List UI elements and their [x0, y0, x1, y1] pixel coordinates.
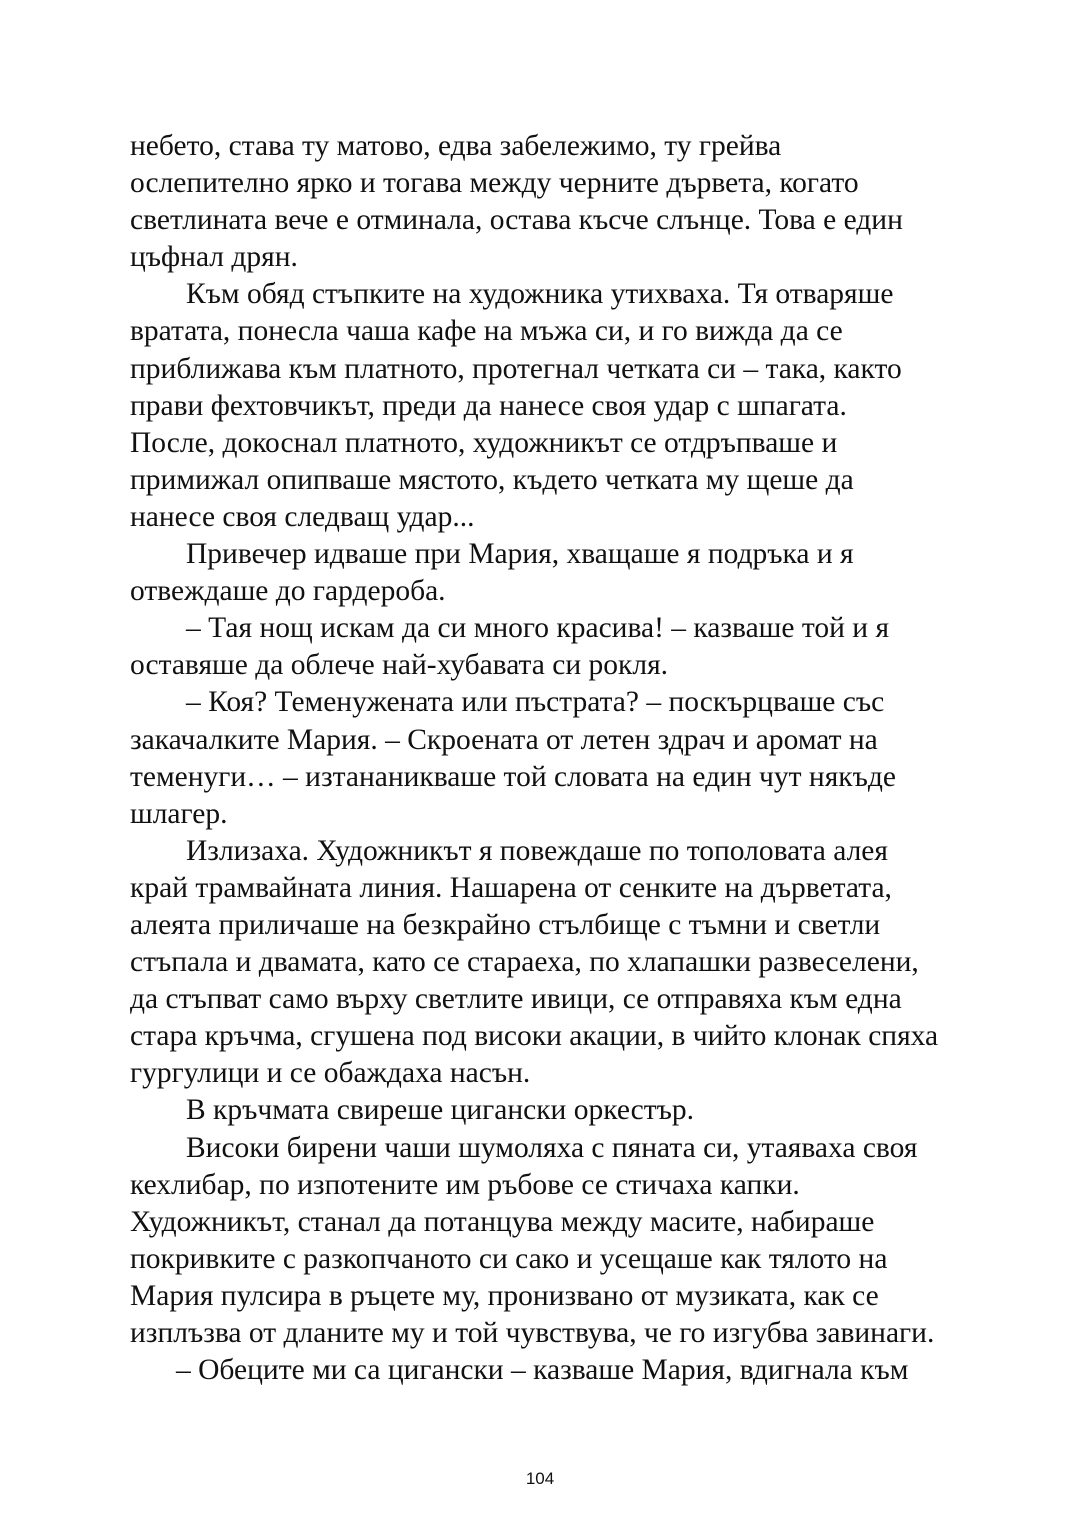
text-line: покривките с разкопчаното си сако и усещаше как тялото на	[130, 1242, 888, 1275]
text-line: цъфнал дрян.	[130, 241, 298, 274]
text-line: небето, става ту матово, едва забележимо, ту грейва	[130, 130, 782, 162]
text-line: оставяше да облече най-хубавата си рокля.	[130, 649, 669, 682]
dialogue-line: – Тая нощ искам да си много красива! – казваше той и я	[186, 612, 890, 645]
paragraph-first-line: Излизаха. Художникът я повеждаше по тополовата алея	[186, 834, 888, 867]
text-line: Мария пулсира в ръцете му, пронизвано от музиката, как се	[130, 1279, 879, 1312]
text-line: алеята приличаше на безкрайно стълбище с тъмни и светли	[130, 908, 881, 941]
text-line: стара кръчма, сгушена под високи акации, в чийто клонак спяха	[130, 1020, 939, 1053]
text-line: Художникът, станал да потанцува между масите, набираше	[130, 1205, 875, 1238]
text-line: кехлибар, по изпотените им ръбове се стичаха капки.	[130, 1168, 800, 1201]
paragraph-first-line: Високи бирени чаши шумоляха с пяната си, утаяваха своя	[186, 1131, 918, 1164]
page-number: 104	[525, 1469, 555, 1488]
text-line: ослепително ярко и тогава между черните дървета, когато	[130, 167, 859, 200]
text-line: шлагер.	[130, 797, 228, 830]
text-line: изплъзва от дланите му и той чувствува, че го изгубва завинаги.	[130, 1317, 935, 1349]
text-line: стъпала и двамата, като се стараеха, по хлапашки развеселени,	[130, 946, 919, 979]
dialogue-line: – Обеците ми са цигански – казваше Мария, вдигнала към	[176, 1354, 909, 1387]
text-line: край трамвайната линия. Нашарена от сенките на дърветата,	[130, 871, 892, 904]
text-line: да стъпват само върху светлите ивици, се отправяха към една	[130, 983, 902, 1016]
paragraph-first-line: В кръчмата свиреше цигански оркестър.	[186, 1094, 695, 1127]
body-text	[130, 128, 960, 1389]
text-line: теменуги… – изтананикваше той словата на един чут някъде	[130, 760, 896, 793]
text-line: гургулици и се обаждаха насън.	[130, 1057, 531, 1090]
paragraph-first-line: Привечер идваше при Мария, хващаше я подръка и я	[186, 538, 854, 571]
dialogue-line: – Коя? Теменужената или пъстрата? – поскърцваше със	[186, 686, 885, 719]
text-line: приближава към платното, протегнал четката си – така, както	[130, 352, 902, 385]
text-line: отвеждаше до гардероба.	[130, 575, 446, 608]
paragraph-first-line: Към обяд стъпките на художника утихваха. Тя отваряше	[186, 278, 894, 311]
text-line: После, докоснал платното, художникът се отдръпваше и	[130, 426, 838, 459]
text-line: нанесе своя следващ удар...	[130, 500, 475, 533]
text-line: примижал опипваше мястото, където четката му щеше да	[130, 463, 854, 496]
text-line: вратата, понесла чаша кафе на мъжа си, и го вижда да се	[130, 315, 843, 348]
text-line: закачалките Мария. – Скроената от летен здрач и аромат на	[130, 723, 878, 756]
text-line: светлината вече е отминала, остава късче слънце. Това е един	[130, 204, 903, 237]
text-line: прави фехтовчикът, преди да нанесе своя удар с шпагата.	[130, 389, 847, 422]
